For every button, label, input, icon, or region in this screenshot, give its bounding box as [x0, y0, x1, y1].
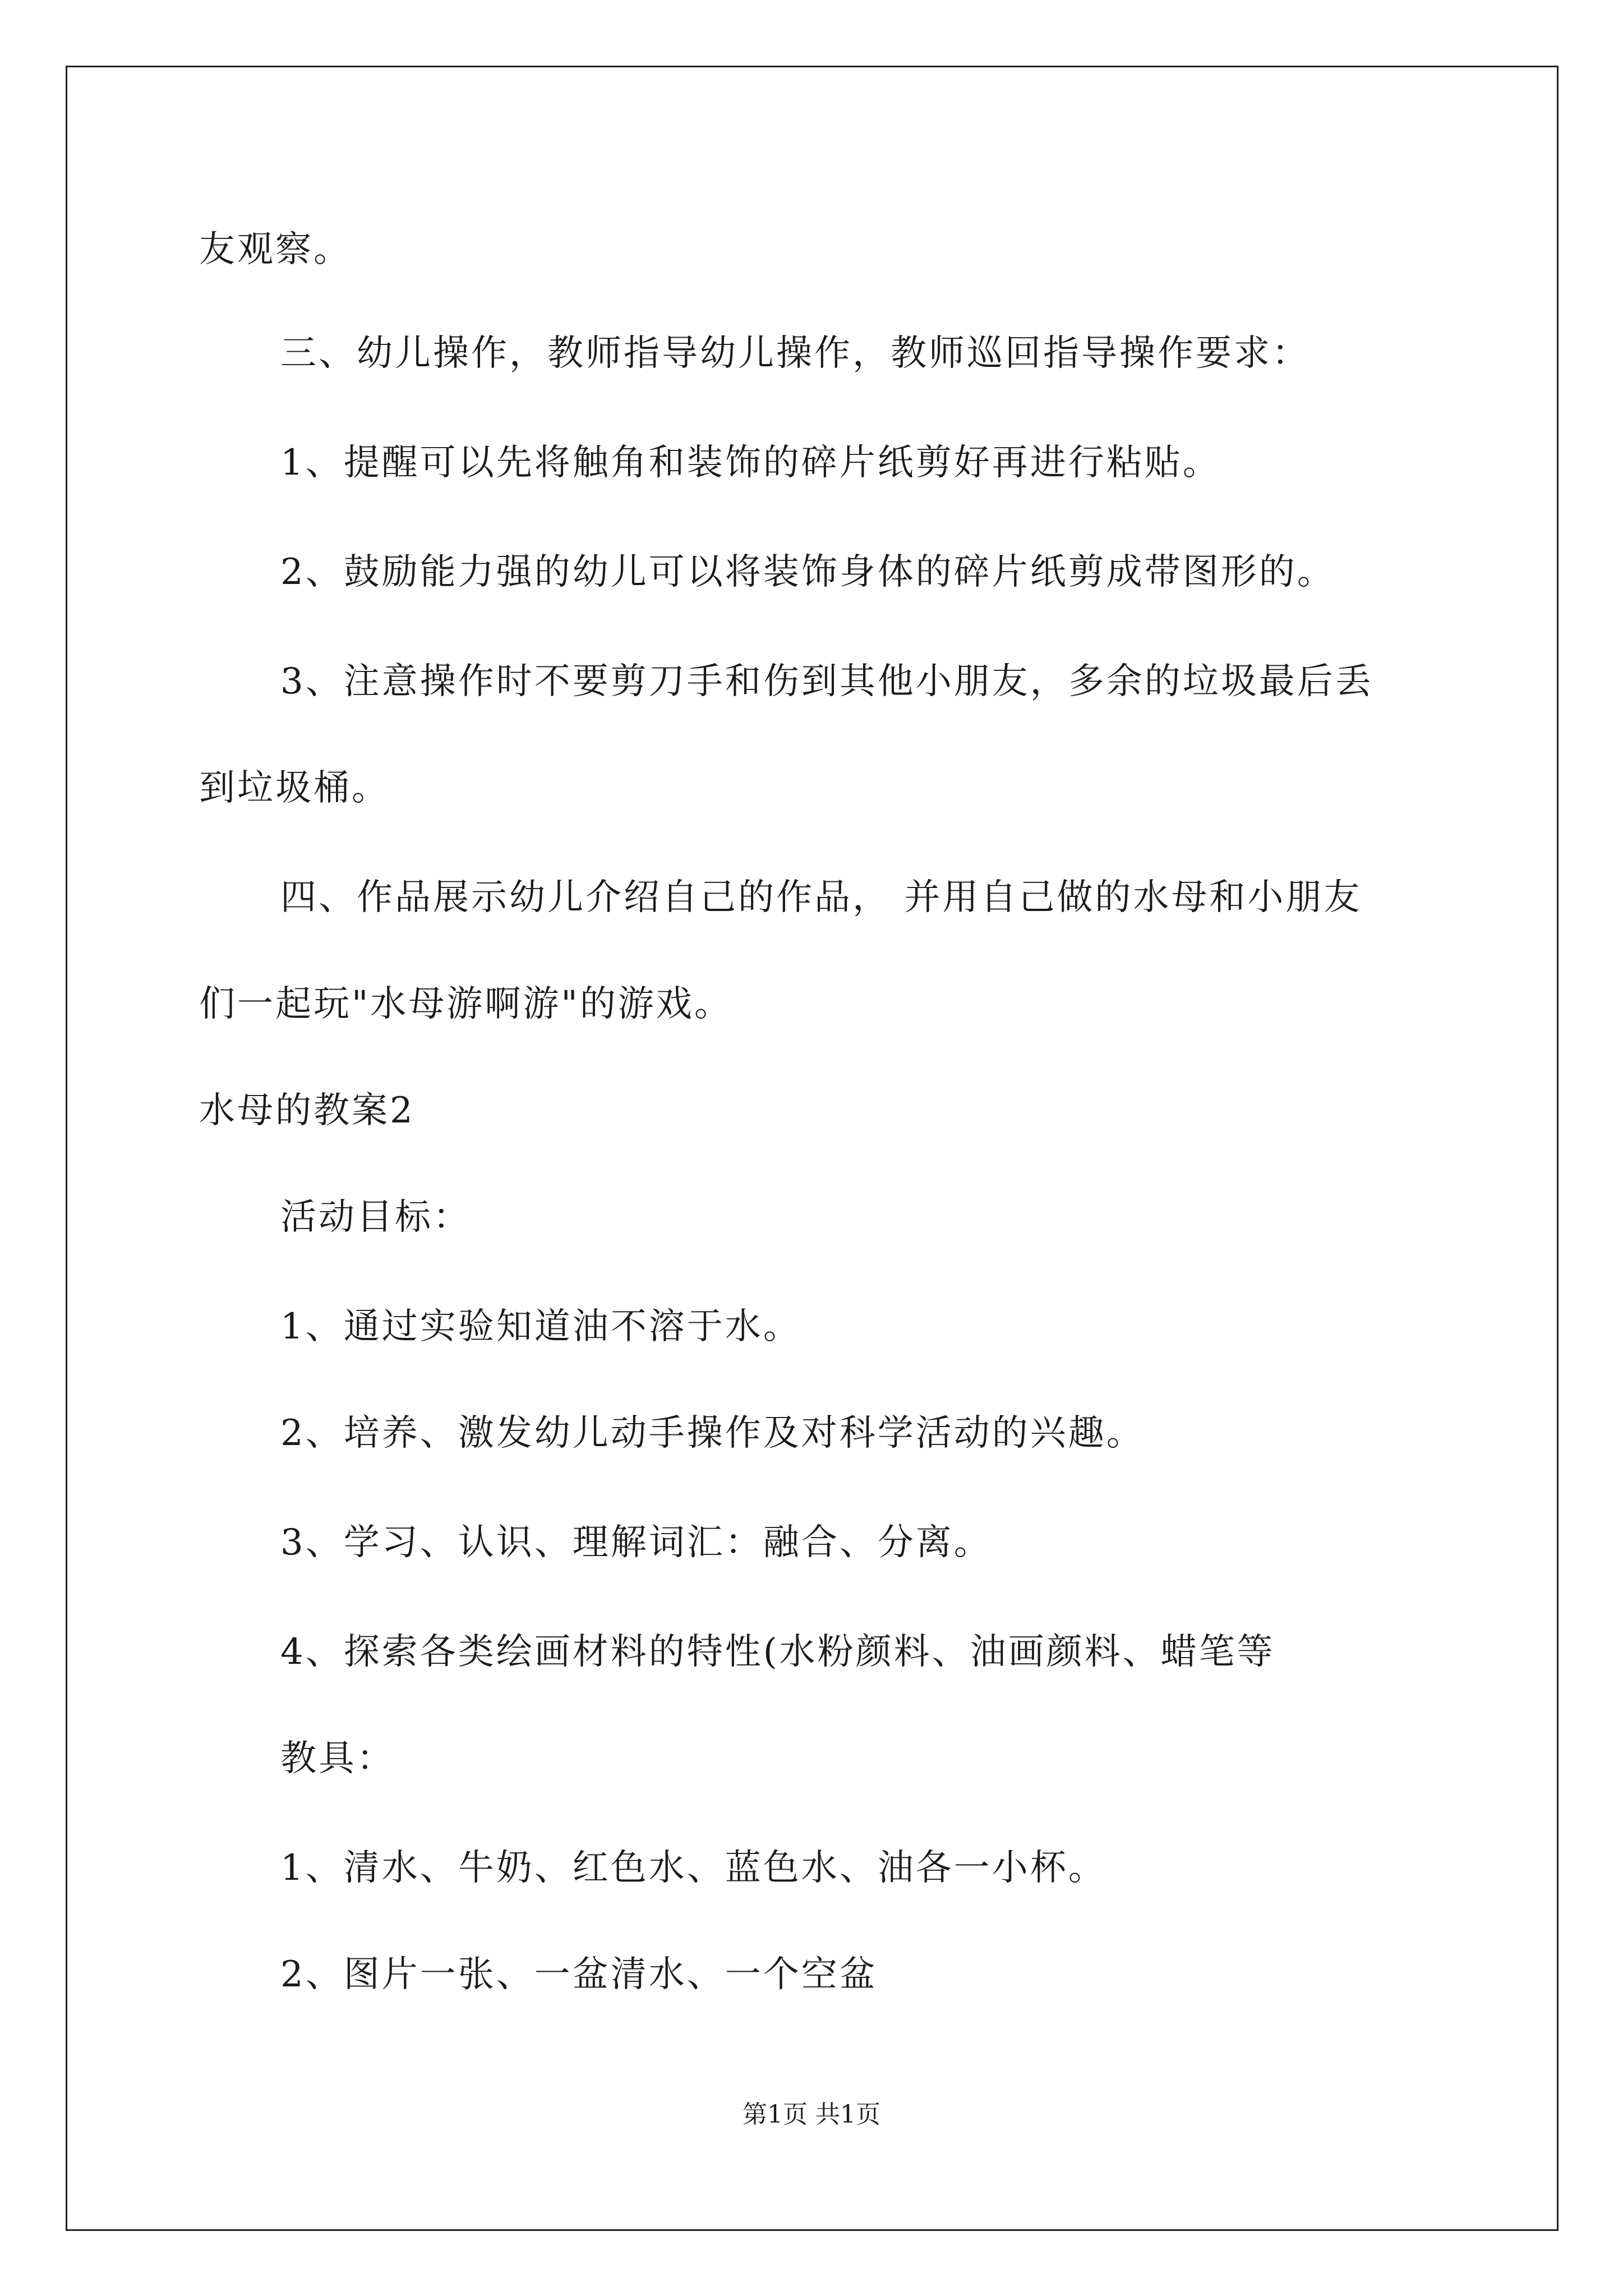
- page-border: [66, 66, 1559, 2231]
- list-item: 4、探索各类绘画材料的特性(水粉颜料、油画颜料、蜡笔等: [280, 1631, 1275, 1673]
- list-item: 1、清水、牛奶、红色水、蓝色水、油各一小杯。: [280, 1847, 1106, 1889]
- list-item: 3、注意操作时不要剪刀手和伤到其他小朋友，多余的垃圾最后丢: [280, 661, 1373, 702]
- list-item: 2、鼓励能力强的幼儿可以将装饰身体的碎片纸剪成带图形的。: [280, 551, 1335, 593]
- section-heading: 四、作品展示幼儿介绍自己的作品， 并用自己做的水母和小朋友: [280, 877, 1362, 918]
- document-subtitle: 水母的教案2: [199, 1090, 415, 1131]
- list-item: 1、提醒可以先将触角和装饰的碎片纸剪好再进行粘贴。: [280, 442, 1221, 484]
- section-heading: 三、幼儿操作，教师指导幼儿操作，教师巡回指导操作要求：: [280, 333, 1310, 374]
- page-footer: 第1页 共1页: [743, 2100, 880, 2129]
- section-heading: 活动目标：: [280, 1197, 471, 1238]
- list-item: 2、培养、激发幼儿动手操作及对科学活动的兴趣。: [280, 1412, 1145, 1454]
- text-line: 们一起玩"水母游啊游"的游戏。: [199, 983, 732, 1025]
- section-heading: 教具：: [280, 1738, 395, 1779]
- text-line: 友观察。: [199, 229, 352, 270]
- list-item: 3、学习、认识、理解词汇：融合、分离。: [280, 1522, 992, 1563]
- text-line: 到垃圾桶。: [199, 767, 390, 809]
- list-item: 1、通过实验知道油不溶于水。: [280, 1306, 801, 1347]
- list-item: 2、图片一张、一盆清水、一个空盆: [280, 1954, 878, 1995]
